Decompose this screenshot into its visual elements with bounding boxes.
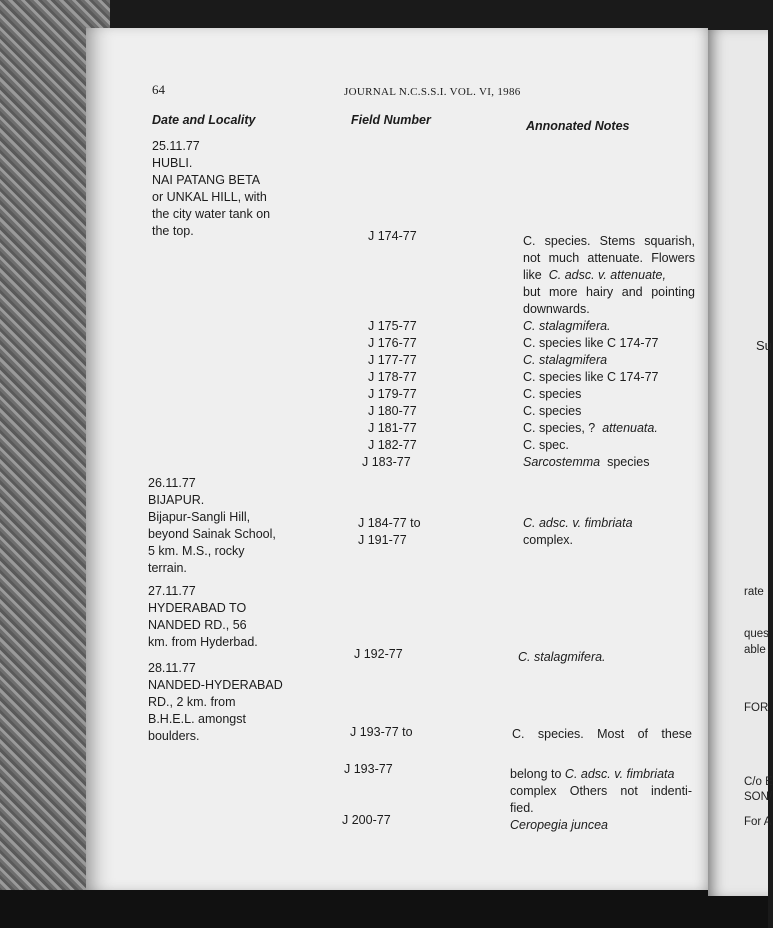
field-number: J 193-77 <box>344 762 393 776</box>
note-line: C. stalagmifera <box>523 353 608 367</box>
note-line: C. species <box>523 404 582 418</box>
next-page-edge <box>708 30 773 896</box>
field-number: J 178-77 <box>368 370 417 384</box>
field-number: J 181-77 <box>368 421 417 435</box>
field-number: J 180-77 <box>368 404 417 418</box>
locality-line: HYDERABAD TO <box>148 601 247 615</box>
locality-date: 25.11.77 <box>152 139 200 153</box>
field-number: J 177-77 <box>368 353 417 367</box>
field-number: J 191-77 <box>358 533 407 547</box>
locality-date: 26.11.77 <box>148 476 196 490</box>
note-line: fied. <box>510 801 534 815</box>
field-number: J 174-77 <box>368 229 417 243</box>
locality-line: NANDED-HYDERABAD <box>148 678 283 692</box>
locality-line: NANDED RD., 56 <box>148 618 247 632</box>
locality-line: beyond Sainak School, <box>148 527 276 541</box>
note-line: C. stalagmifera. <box>518 650 606 664</box>
locality-line: km. from Hyderbad. <box>148 635 258 649</box>
note-line: complex. <box>523 533 574 547</box>
locality-line: B.H.E.L. amongst <box>148 712 246 726</box>
field-number: J 176-77 <box>368 336 417 350</box>
note-line: C. species like C 174-77 <box>523 336 659 350</box>
note-line: C. species. Stems squarish, <box>523 234 695 248</box>
field-number: J 183-77 <box>362 455 411 469</box>
note-line: C. species. Most of these <box>512 727 692 741</box>
field-number: J 179-77 <box>368 387 417 401</box>
column-header-annotated-notes: Annonated Notes <box>526 119 630 133</box>
running-title: JOURNAL N.C.S.S.I. VOL. VI, 1986 <box>344 86 521 98</box>
locality-line: boulders. <box>148 729 200 743</box>
column-header-field-number: Field Number <box>351 113 431 127</box>
locality-line: HUBLI. <box>152 156 193 170</box>
note-line: C. species, ? attenuata. <box>523 421 658 435</box>
edge-text: For A <box>744 816 772 828</box>
background-band <box>0 890 768 928</box>
note-line: C. species <box>523 387 582 401</box>
field-number: J 200-77 <box>342 813 391 827</box>
note-line: but more hairy and pointing <box>523 285 695 299</box>
edge-text: FOR <box>744 702 769 714</box>
page-number: 64 <box>152 82 165 97</box>
field-number: J 175-77 <box>368 319 417 333</box>
field-number: J 193-77 to <box>350 725 413 739</box>
note-line: belong to C. adsc. v. fimbriata <box>510 767 675 781</box>
journal-page <box>86 28 708 890</box>
note-line: C. spec. <box>523 438 569 452</box>
locality-date: 28.11.77 <box>148 661 196 675</box>
locality-line: terrain. <box>148 561 187 575</box>
locality-line: the top. <box>152 224 194 238</box>
note-line: like C. adsc. v. attenuate, <box>523 268 666 282</box>
locality-line: or UNKAL HILL, with <box>152 190 267 204</box>
note-line: downwards. <box>523 302 590 316</box>
field-number: J 182-77 <box>368 438 417 452</box>
column-header-date-locality: Date and Locality <box>152 113 256 127</box>
field-number: J 184-77 to <box>358 516 421 530</box>
locality-line: the city water tank on <box>152 207 271 221</box>
locality-line: NAI PATANG BETA <box>152 173 261 187</box>
note-line: complex Others not indenti- <box>510 784 692 798</box>
locality-date: 27.11.77 <box>148 584 196 598</box>
locality-line: BIJAPUR. <box>148 493 205 507</box>
edge-text: Su <box>756 338 772 353</box>
locality-line: 5 km. M.S., rocky <box>148 544 245 558</box>
note-line: Ceropegia juncea <box>510 818 608 832</box>
edge-text: able <box>744 644 766 656</box>
locality-line: Bijapur-Sangli Hill, <box>148 510 251 524</box>
note-line: C. species like C 174-77 <box>523 370 659 384</box>
edge-text: ques <box>744 628 769 640</box>
note-line: Sarcostemma species <box>523 455 650 469</box>
edge-text: rate <box>744 586 764 598</box>
note-line: C. stalagmifera. <box>523 319 611 333</box>
locality-line: RD., 2 km. from <box>148 695 236 709</box>
note-line: C. adsc. v. fimbriata <box>523 516 633 530</box>
edge-text: C/o E <box>744 776 773 788</box>
note-line: not much attenuate. Flowers <box>523 251 695 265</box>
field-number: J 192-77 <box>354 647 403 661</box>
edge-text: SON/ <box>744 791 773 803</box>
